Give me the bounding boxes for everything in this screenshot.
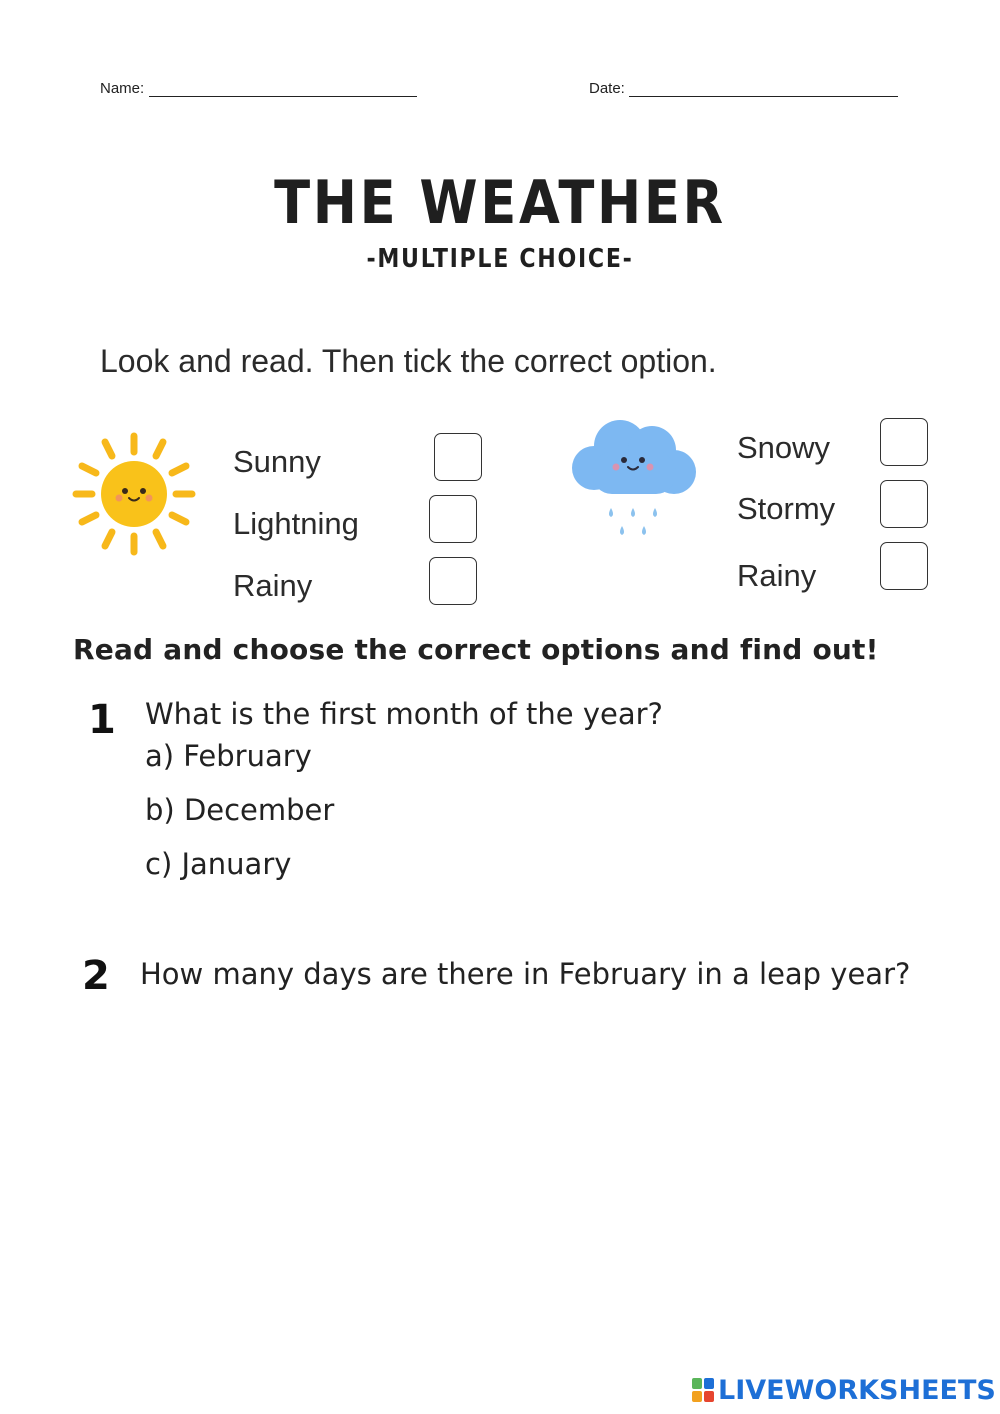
option-snowy: Snowy (737, 430, 831, 465)
question-2-number: 2 (82, 953, 110, 999)
question-1-answer-b[interactable]: b) December (145, 793, 335, 827)
option-lightning: Lightning (233, 506, 359, 541)
checkbox-rainy-2[interactable] (880, 542, 928, 590)
question-1-answer-c[interactable]: c) January (145, 847, 292, 881)
checkbox-rainy-1[interactable] (429, 557, 477, 605)
question-1-number: 1 (88, 697, 116, 743)
instruction-text: Look and read. Then tick the correct option. (100, 343, 717, 379)
checkbox-lightning[interactable] (429, 495, 477, 543)
question-1-text: What is the first month of the year? (145, 697, 663, 731)
date-field[interactable] (629, 96, 898, 97)
liveworksheets-mark-icon (692, 1378, 714, 1402)
liveworksheets-logo (692, 1373, 996, 1407)
option-rainy-1: Rainy (233, 568, 313, 603)
page-subtitle: -MULTIPLE CHOICE- (366, 244, 634, 274)
section-heading: Read and choose the correct options and find out! (73, 633, 879, 666)
checkbox-snowy[interactable] (880, 418, 928, 466)
name-field[interactable] (149, 96, 417, 97)
rain-cloud-icon (568, 412, 700, 544)
name-label: Name: (100, 80, 145, 97)
page-title: THE WEATHER (274, 168, 726, 238)
question-1-answer-a[interactable]: a) February (145, 739, 312, 773)
checkbox-stormy[interactable] (880, 480, 928, 528)
option-stormy: Stormy (737, 491, 836, 526)
brand-name: LIVEWORKSHEETS (718, 1374, 996, 1406)
sun-icon (70, 430, 198, 558)
checkbox-sunny[interactable] (434, 433, 482, 481)
option-sunny: Sunny (233, 444, 321, 479)
option-rainy-2: Rainy (737, 558, 817, 593)
date-label: Date: (589, 80, 625, 97)
question-2-text: How many days are there in February in a leap year? (140, 957, 911, 991)
